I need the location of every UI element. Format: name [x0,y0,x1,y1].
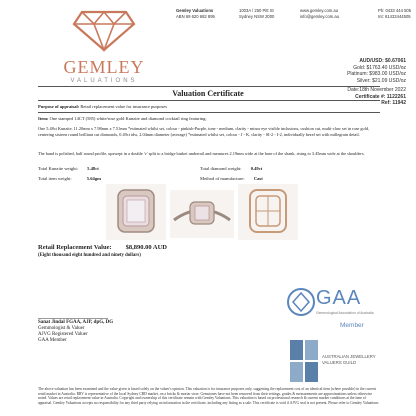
platinum-price: Platinum: $983.00 USD/oz [347,71,406,77]
ring-photo-side [170,190,234,238]
divider [38,100,380,101]
retail-value-words: (Eight thousand eight hundred and ninety dollars) [38,253,141,258]
page-title: Valuation Certificate [172,89,244,98]
divider [38,112,380,113]
signatory-name: Sanat Jindal FGAA, AJP, dpG, DG [38,320,114,325]
purpose-row [38,104,380,110]
signatory-role-3: GAA Member [38,338,67,343]
certificate-number: Certificate #: 1122261 [355,93,406,100]
header-contact-block [300,8,339,20]
gaa-member-label: Member [340,322,364,329]
retail-value-label: Retail Replacement Value: [38,244,112,251]
diamond-logo-icon [72,6,136,52]
phone: Ph: 0433 444 505 [378,8,412,13]
kunzite-weight-value: 5.48ct [87,166,99,171]
header-address-block [239,8,274,20]
brand-name: GEMLEY [63,57,145,77]
gaa-logo-icon [286,287,316,317]
method-row [200,176,263,182]
signature-line [38,318,108,319]
address-line-1: 1003A / 250 Pitt St [239,8,274,13]
retail-value-amount: $8,890.00 AUD [125,244,168,251]
aud-usd-rate: AUD/USD: $0.67061 [359,58,406,64]
ajvg-logo-icon [290,340,318,382]
divider [38,86,380,87]
ajvg-line-1: AUSTRALIAN JEWELLERY [322,354,376,359]
gold-price: Gold: $1763.40 USD/oz [353,64,406,71]
kunzite-weight-label: Total Kunzite weight: [38,166,78,171]
item-value: One stamped 14CT (585) white/rose gold Kunzite and diamond cocktail ring featuring; [49,116,207,121]
ajvg-label [322,354,376,365]
item-label: Item: [38,116,49,121]
intl-phone: Int: 61433444505 [378,14,411,19]
item-weight-row [38,176,101,182]
header-phone-block [378,8,411,20]
brand-subtitle: VALUATIONS [70,78,138,84]
method-value: Cast [253,176,263,181]
reference-number: Ref: 11942 [381,100,406,106]
purpose-label: Purpose of appraisal: [38,104,80,109]
description-paragraph-1: One 5.48ct Kunzite, 11.20mm x 7.98mm x 7.51mm *estimated whilst set, colour - pinkish-Purple, tone - medium, clarity - minor eye visible inclusions, cushion cut, multi-claw set in rose gold, centering sixteen round brilliant cut diamonds, 0.49ct tdw, 2.04mm diameter (average) *estimated whilst set, colour - J - K, clarity - SI-2 - I-2, individually bezel set with millegrain detail. [38,126,370,137]
item-row [38,116,380,122]
gaa-subtitle: Gemmological Association of Australia [316,311,374,315]
diamond-weight-value: 0.49ct [250,166,263,171]
method-label: Method of manufacture: [200,176,245,181]
gaa-wordmark: GAA [316,287,362,309]
footer-disclaimer: The above valuation has been examined and the value given is based solely on the valuer's opinion. This valuation is for insurance purposes only, suggesting the replacement cost of an identical item (where possible) in the current retail market in Australia. RRV is representative of the local Sydney CBD market, on a bricks & mortar store. Gemstones have not been removed from their settings, grades & measurements are approximations unless otherwise noted. Values are retail replacement value in Australia. Copyright and ownership of this certificate remain with Gemley Valuations. This valuation is based on professional research & current market conditions at the time of appraisal. Gemley Valuations accepts no responsibility for any third party relying on information in the certificate, including any listing as a sale. This certificate is void if AJVG seal is not present. Please refer to Gemley Valuations [38,387,379,405]
address-line-2: Sydney NSW 2000 [239,14,275,19]
email: info@gemley.com.au [300,14,340,19]
description-paragraph-2: The band is polished, half round profile, upswept in a double 'v' split to a bridge basket underrail and measures 2.19mm wide at the base of the shank, rising to 3.45mm wide at the shoulders. [38,151,365,156]
purpose-value: Retail replacement value for insurance purposes [80,104,167,109]
signatory-role-2: AJVG Registered Valuer [38,332,88,337]
valuation-date: Date:18th November 2022 [347,87,406,93]
diamond-weight-label: Total diamond weight: [200,166,242,171]
ring-photo-front [106,184,166,240]
item-weight-value: 5.64gm [86,176,101,181]
item-weight-label: Total item weight: [38,176,72,181]
website: www.gemley.com.au [300,8,339,13]
company-name: Gemley Valuations [176,8,214,13]
gemley-logo [58,6,150,96]
signatory-block [38,320,113,344]
signatory-role-1: Gemmologist & Valuer [38,326,85,331]
ring-photo-back [238,184,298,240]
silver-price: Silver: $21.09 USD/oz [356,77,406,84]
header-company-block [176,8,215,20]
company-abn: ABN 69 620 682 895 [176,14,215,19]
ajvg-line-2: VALUERS GUILD [322,359,357,365]
retail-replacement-value [38,244,167,251]
diamond-weight-row [200,166,262,172]
kunzite-weight-row [38,166,99,172]
